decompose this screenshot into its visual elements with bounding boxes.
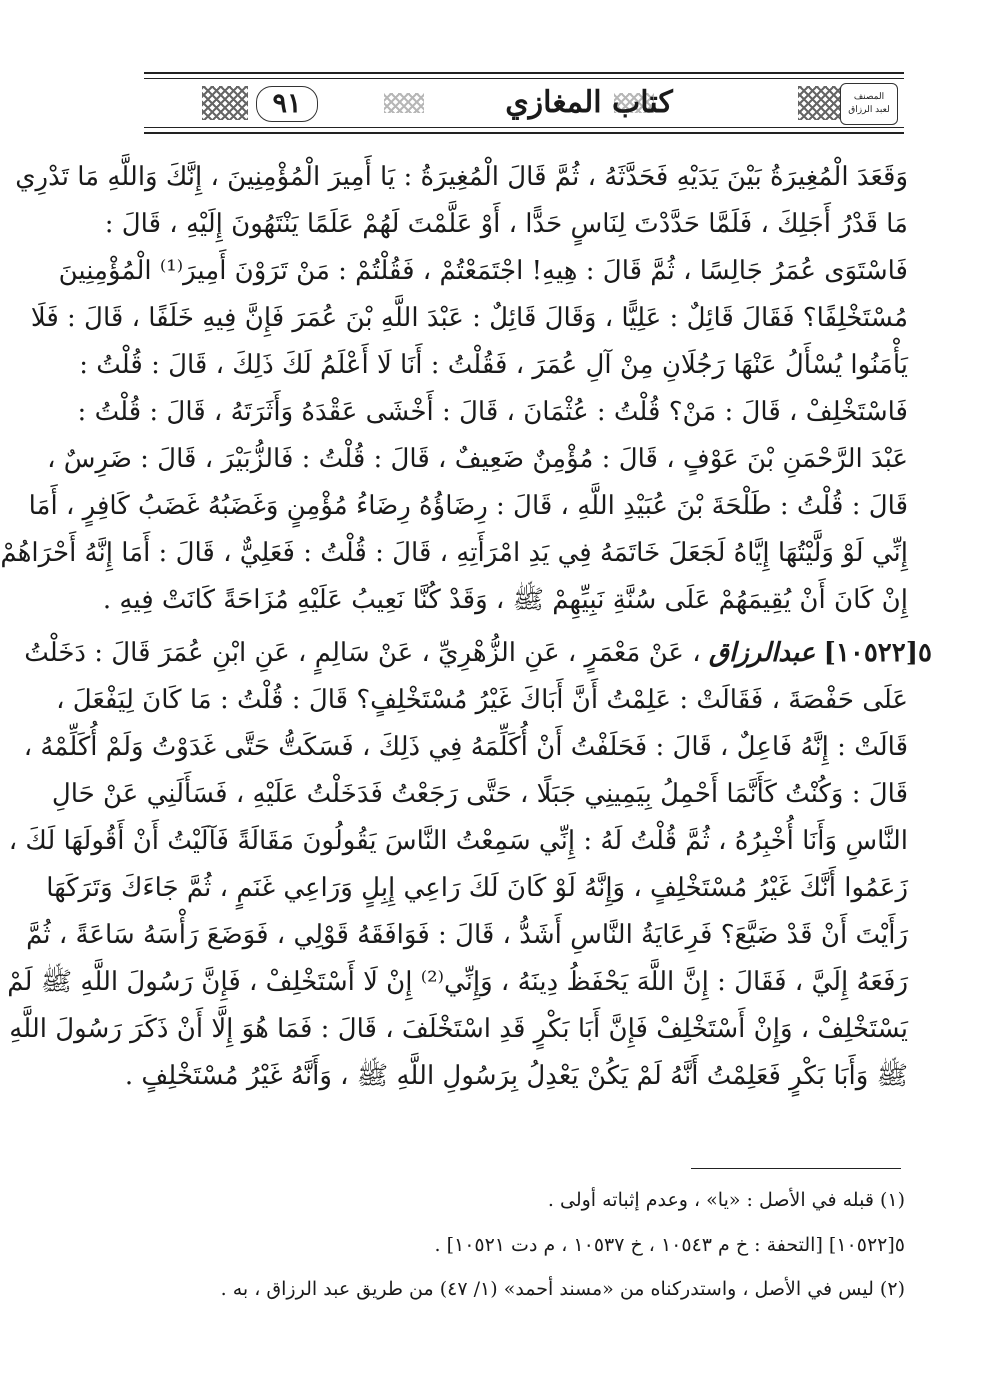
ornament-left [202,86,248,120]
footnote: (٢) ليس في الأصل ، واستدركناه من «مسند أحمد» (١/ ٤٧) من طريق عبد الرزاق ، به . [220,1278,905,1300]
hadith-number: ٥[١٠٥٢٢] [823,638,932,668]
footnote-separator [691,1168,901,1169]
text-line: رَفَعَهُ إِلَيَّ ، فَقَالَ : إِنَّ اللَّهَ يَحْفَظُ دِينَهُ ، وَإِنِّي⁽²⁾ إِنْ لَا أَسْتَخْلِفْ ، فَإِنَّ رَسُولَ اللَّهِ ﷺ لَمْ [7,967,908,997]
text-line: زَعَمُوا أَنَّكَ غَيْرُ مُسْتَخْلِفٍ ، وَإِنَّهُ لَوْ كَانَ لَكَ رَاعِي إِبِلٍ وَرَاعِي غَنَمٍ ، ثُمَّ جَاءَكَ وَتَرَكَهَا [46,873,908,903]
text-line: قَالَتْ : إِنَّهُ فَاعِلٌ ، قَالَ : فَحَلَفْتُ أَنْ أُكَلِّمَهُ فِي ذَلِكَ ، فَسَكَتُّ حَتَّى غَدَوْتُ وَلَمْ أُكَلِّمْهُ ، [23,732,908,762]
text-line: مَا قَدْرُ أَجَلِكَ ، فَلَمَّا حَدَّدْتَ لِنَاسٍ حَدًّا ، أَوْ عَلَّمْتَ لَهُمْ عَلَمًا يَنْتَهُونَ إِلَيْهِ ، قَالَ : [104,209,908,239]
text-line: عَلَى حَفْصَةَ ، فَقَالَتْ : عَلِمْتُ أَنَّ أَبَاكَ غَيْرُ مُسْتَخْلِفٍ؟ قَالَ : قُلْتُ : مَا كَانَ لِيَفْعَلَ ، [56,685,908,715]
text-line: قَالَ : وَكُنْتُ كَأَنَّمَا أَحْمِلُ بِيَمِينِي جَبَلًا ، حَتَّى رَجَعْتُ فَدَخَلْتُ عَلَيْهِ ، فَسَأَلَنِي عَنْ حَالِ [51,779,908,809]
publisher-logo [840,83,898,125]
text-line: النَّاسِ وَأَنَا أُخْبِرُهُ ، ثُمَّ قُلْتُ لَهُ : إِنِّي سَمِعْتُ النَّاسَ يَقُولُونَ مَقَالَةً فَآلَيْتُ أَنْ أَقُولَهَا لَكَ ، [8,826,908,856]
text-line: فَاسْتَوَى عُمَرُ جَالِسًا ، ثُمَّ قَالَ : هِيهِ! اجْتَمَعْتُمْ ، فَقُلْتُمْ : مَنْ تَرَوْنَ أَمِيرَ⁽¹⁾ الْمُؤْمِنِينَ [58,256,908,286]
text-line: قَالَ : قُلْتُ : طَلْحَةَ بْنَ عُبَيْدِ اللَّهِ ، قَالَ : رِضَاؤُهُ رِضَاءُ مُؤْمِنٍ وَغَضَبُهُ غَضَبُ كَافِرٍ ، أَمَا [28,491,908,521]
text-line: ﷺ وَأَبَا بَكْرٍ فَعَلِمْتُ أَنَّهُ لَمْ يَكُنْ يَعْدِلُ بِرَسُولِ اللَّهِ ﷺ ، وَأَنَّهُ غَيْرُ مُسْتَخْلِفٍ . [124,1061,908,1091]
text-line: مُسْتَخْلِفًا؟ فَقَالَ قَائِلٌ : عَلِيًّا ، وَقَالَ قَائِلٌ : عَبْدَ اللَّهِ بْنَ عُمَرَ فَإِنَّ فِيهِ خَلَفًا ، قَالَ : فَلَا [30,303,908,333]
hadith-first-line [24,630,932,676]
text-line: إِنِّي لَوْ وَلَّيْتُهَا إِيَّاهُ لَجَعَلَ خَاتَمَهُ فِي يَدِ امْرَأَتِهِ ، قَالَ : قُلْتُ : فَعَلِيٌّ ، قَالَ : أَمَا إِنَّهُ أَحْرَاهُمْ [0,538,908,568]
text-line: عَبْدَ الرَّحْمَنِ بْنَ عَوْفٍ ، قَالَ : مُؤْمِنٌ ضَعِيفٌ ، قَالَ : قُلْتُ : فَالزُّبَيْرَ ، قَالَ : ضَرِسٌ ، [47,444,908,474]
text-line: يَسْتَخْلِفْ ، وَإِنْ أَسْتَخْلِفْ فَإِنَّ أَبَا بَكْرٍ قَدِ اسْتَخْلَفَ ، قَالَ : فَمَا هُوَ إِلَّا أَنْ ذَكَرَ رَسُولَ اللَّهِ [9,1014,908,1044]
ornament-center-left [384,93,424,113]
book-title: كتاب المغازي [505,85,673,120]
footnote: (١) قبله في الأصل : «يا» ، وعدم إثباته أولى . [547,1189,905,1211]
isnad-text: ، عَنْ مَعْمَرٍ ، عَنِ الزُّهْرِيِّ ، عَنْ سَالِمٍ ، عَنِ ابْنِ عُمَرَ قَالَ : دَخَلْتُ [24,638,701,668]
text-line: رَأَيْتَ أَنْ قَدْ ضَيَّعَ؟ فَرِعَايَةُ النَّاسِ أَشَدُّ ، قَالَ : فَوَافَقَهُ قَوْلِي ، فَوَضَعَ رَأْسَهُ سَاعَةً ، ثُمَّ [26,920,908,950]
narrator-name: عبدالرزاق [708,638,816,668]
text-line: وَقَعَدَ الْمُغِيرَةُ بَيْنَ يَدَيْهِ فَحَدَّثَهُ ، ثُمَّ قَالَ الْمُغِيرَةُ : يَا أَمِيرَ الْمُؤْمِنِينَ ، إِنَّكَ وَاللَّهِ مَا تَدْرِي [15,162,908,192]
running-header [144,72,904,134]
ornament-right [798,86,844,120]
page-number: ٩١ [256,86,318,122]
text-line: إِنْ كَانَ أَنْ يُقِيمَهُمْ عَلَى سُنَّةِ نَبِيِّهِمْ ﷺ ، وَقَدْ كُنَّا نَعِيبُ عَلَيْهِ مُزَاحَةً كَانَتْ فِيهِ . [102,585,908,615]
footnote: ٥[١٠٥٢٢] [التحفة : خ م ١٠٥٤٣ ، خ ١٠٥٣٧ ، م دت ١٠٥٢١] . [434,1234,905,1256]
text-line: يَأْمَنُوا يُسْأَلُ عَنْهَا رَجُلَانِ مِنْ آلِ عُمَرَ ، فَقُلْتُ : أَنَا لَا أَعْلَمُ لَكَ ذَلِكَ ، قَالَ : قُلْتُ : [79,350,908,380]
publisher-logo-line1: المصنف [853,92,885,102]
publisher-logo-line2: لعبد الرزاق [848,105,890,115]
text-line: فَاسْتَخْلِفْ ، قَالَ : مَنْ؟ قُلْتُ : عُثْمَانَ ، قَالَ : أَخْشَى عَقْدَهُ وَأَثَرَتَهُ ، قَالَ : قُلْتُ : [77,397,908,427]
